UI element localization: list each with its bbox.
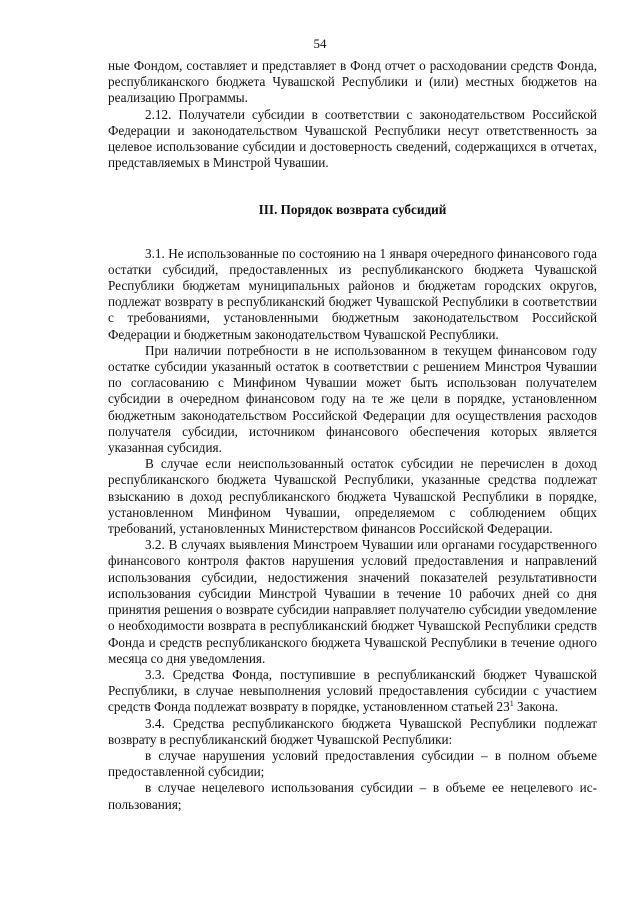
paragraph: 3.2. В случаях выявления Минстроем Чувашии или органами государственного финансового контроля фактов нарушения условий предоставления и направлений использования субсидии, недостижения значений показателей результативности использования субсидии Минстрой Чувашии в течение 10 рабочих дней со дня принятия решения о возврате субсидии направляет получателю субсидии уведомление о необходимости возврата в республиканский бюджет Чувашской Республики средств Фонда и средств республиканского бюджета Чувашской Республики в течение одного месяца со дня уведомления. xyxy=(108,537,597,666)
page-number: 54 xyxy=(313,36,327,51)
paragraph: 2.12. Получатели субсидии в соответствии с законодательством Российской Федерации и законодательством Чувашской Республики несут ответственность за целевое использование субсидии и достоверность сведений, содержащихся в отчетах, представляемых в Минстрой Чувашии. xyxy=(108,106,597,171)
footnote-superscript: 1 xyxy=(509,699,514,709)
paragraph: ные Фондом, составляет и представляет в Фонд отчет о расходовании средств Фонда, республиканского бюджета Чувашской Республики и (или) местных бюджетов на реализацию Программы. xyxy=(108,58,597,106)
paragraph: В случае если неиспользованный остаток субсидии не перечислен в доход республиканского бюджета Чувашской Республики, указанные средства подлежат взысканию в доход республиканского бюджета Чувашской Республики в порядке, установленном Минфином Чувашии, определяемом с соблюдением общих требований, установленных Министерством финансов Российской Федерации. xyxy=(108,456,597,537)
paragraph: в случае нецелевого использования субсидии – в объеме ее нецелевого использования; xyxy=(108,780,597,812)
paragraph: При наличии потребности в не использованном в текущем финансовом году остатке субсидии указанный остаток в соответствии с решением Минстроя Чувашии по согласованию с Минфином Чувашии может быть использован получателем субсидии в очередном финансовом году на те же цели в порядке, установленном бюджетным законодательством Российской Федерации для осуществления расходов получателя субсидии, источником финансового обеспечения которых является указанная субсидия. xyxy=(108,342,597,456)
paragraph: в случае нарушения условий предоставления субсидии – в полном объеме предоставленной субсидии; xyxy=(108,747,597,780)
document-body xyxy=(108,58,597,813)
paragraph-text: 3.3. Средства Фонда, поступившие в республиканский бюджет Чувашской Республики, в случае невыполнения условий предоставления субсидии с участием средств Фонда подлежат возврату в порядке, установленном статьей 23 xyxy=(108,666,597,715)
paragraph-3-3 xyxy=(108,667,597,716)
paragraph: 3.1. Не использованные по состоянию на 1 января очередного финансового года остатки субсидий, предоставленных из республиканского бюджета Чувашской Республики бюджетам муниципальных районов и бюджетам городских округов, подлежат возврату в республиканский бюджет Чувашской Республики в соответствии с требованиями, установленными бюджетным законодательством Российской Федерации и бюджетным законодательством Чувашской Республики. xyxy=(108,245,597,342)
section-heading: III. Порядок возврата субсидий xyxy=(258,202,447,218)
paragraph-text: Закона. xyxy=(513,699,559,715)
paragraph: 3.4. Средства республиканского бюджета Чувашской Республики подлежат возврату в республиканский бюджет Чувашской Республики: xyxy=(108,715,597,747)
